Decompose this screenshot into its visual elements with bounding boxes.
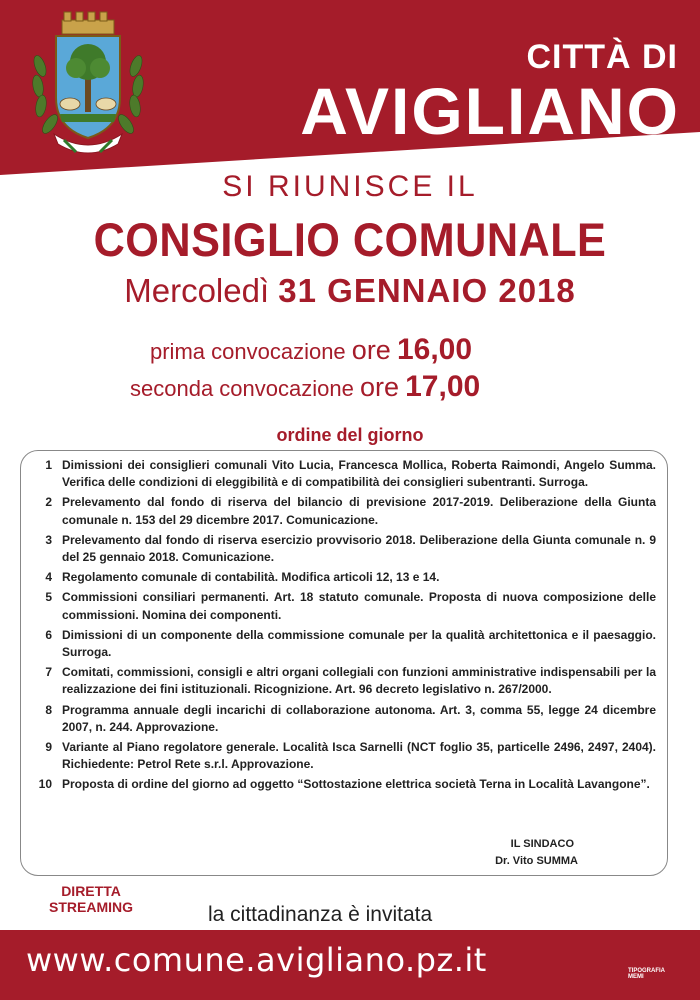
agenda-item-text: Commissioni consiliari permanenti. Art. 18 statuto comunale. Proposta di nuova composizione delle commissioni. Nomina dei componenti. bbox=[62, 590, 656, 622]
city-name: AVIGLIANO bbox=[300, 74, 680, 148]
weekday: Mercoledì bbox=[124, 272, 270, 309]
agenda-item-text: Proposta di ordine del giorno ad oggetto “Sottostazione elettrica società Terna in Località Lavangone”. bbox=[62, 777, 650, 792]
printer-line-2: MEMI bbox=[628, 974, 644, 980]
city-prefix: CITTÀ DI bbox=[526, 38, 678, 76]
agenda-item-number: 2 bbox=[45, 495, 52, 510]
meets-heading: SI RIUNISCE IL bbox=[222, 170, 478, 203]
agenda-title: ordine del giorno bbox=[276, 425, 424, 445]
council-title: CONSIGLIO COMUNALE bbox=[93, 213, 607, 266]
streaming-line-1: DIRETTA bbox=[61, 883, 121, 899]
agenda-list bbox=[36, 457, 656, 797]
signature-role: IL SINDACO bbox=[510, 838, 574, 850]
crest-emblem-icon bbox=[26, 6, 150, 156]
convocation-ore: ore bbox=[351, 335, 391, 365]
agenda-item-text: Comitati, commissioni, consigli e altri organi collegiali con funzioni amministrative indispensabili per la realizzazione dei fini istituzionali. Ricognizione. Art. 96 decreto legislativo n. 267/2000. bbox=[62, 665, 656, 697]
agenda-item-number: 8 bbox=[45, 702, 52, 717]
agenda-item-text: Programma annuale degli incarichi di collaborazione autonoma. Art. 3, comma 55, legge 24 dicembre 2007, n. 244. Approvazione. bbox=[62, 702, 656, 734]
agenda-item bbox=[36, 776, 656, 793]
printer-line-1: TIPOGRAFIA bbox=[628, 968, 665, 974]
agenda-item bbox=[36, 589, 656, 623]
agenda-item-number: 3 bbox=[45, 532, 52, 547]
agenda-item-number: 9 bbox=[45, 740, 52, 755]
agenda-item-number: 5 bbox=[45, 590, 52, 605]
date: 31 GENNAIO 2018 bbox=[278, 272, 576, 309]
agenda-item bbox=[36, 739, 656, 773]
agenda-item bbox=[36, 494, 656, 528]
agenda-item-text: Dimissioni di un componente della commissione comunale per la qualità architettonica e il paesaggio. Surroga. bbox=[62, 627, 656, 660]
agenda-item-number: 7 bbox=[45, 665, 52, 680]
agenda-item-number: 4 bbox=[45, 570, 52, 585]
streaming-label bbox=[36, 883, 146, 915]
agenda-item-text: Prelevamento dal fondo di riserva del bilancio di previsione 2017-2019. Deliberazione della Giunta comunale n. 153 del 29 dicembre 2017. Comunicazione. bbox=[62, 495, 656, 527]
agenda-item-text: Variante al Piano regolatore generale. Località Isca Sarnelli (NCT foglio 35, particelle 2496, 2497, 2404). Richiedente: Petrol Rete s.r.l. Approvazione. bbox=[62, 740, 656, 772]
agenda-item bbox=[36, 702, 656, 736]
agenda-item-text: Regolamento comunale di contabilità. Modifica articoli 12, 13 e 14. bbox=[62, 570, 440, 585]
convocation-time: 16,00 bbox=[396, 333, 473, 366]
second-convocation bbox=[130, 370, 480, 404]
agenda-item bbox=[36, 664, 656, 698]
signature-name: Dr. Vito SUMMA bbox=[495, 855, 578, 867]
convocation-label: prima convocazione bbox=[150, 339, 346, 364]
printer-logo bbox=[628, 968, 665, 980]
agenda-item bbox=[36, 627, 656, 661]
agenda-item-number: 1 bbox=[45, 458, 52, 472]
agenda-item bbox=[36, 532, 656, 566]
convocation-label: seconda convocazione bbox=[130, 376, 354, 401]
convocation-ore: ore bbox=[359, 372, 399, 402]
streaming-line-2: STREAMING bbox=[49, 899, 133, 915]
signature bbox=[0, 836, 660, 870]
invitation-text: la cittadinanza è invitata bbox=[208, 903, 433, 926]
first-convocation bbox=[150, 333, 472, 367]
agenda-item bbox=[36, 569, 656, 586]
meeting-date bbox=[0, 272, 700, 310]
agenda-item-number: 6 bbox=[45, 627, 52, 642]
agenda-item-text: Dimissioni dei consiglieri comunali Vito Lucia, Francesca Mollica, Roberta Raimondi, Angelo Summa. Verifica delle condizioni di eleggibilità e di compatibilità dei consiglieri subentranti. Surroga. bbox=[62, 458, 656, 490]
convocation-time: 17,00 bbox=[405, 370, 481, 403]
agenda-item bbox=[36, 457, 656, 491]
agenda-item-text: Prelevamento dal fondo di riserva esercizio provvisorio 2018. Deliberazione della Giunta comunale n. 9 del 25 gennaio 2018. Comunicazione. bbox=[62, 532, 656, 565]
website-link[interactable]: www.comune.avigliano.pz.it bbox=[26, 941, 487, 979]
agenda-item-number: 10 bbox=[38, 777, 52, 792]
